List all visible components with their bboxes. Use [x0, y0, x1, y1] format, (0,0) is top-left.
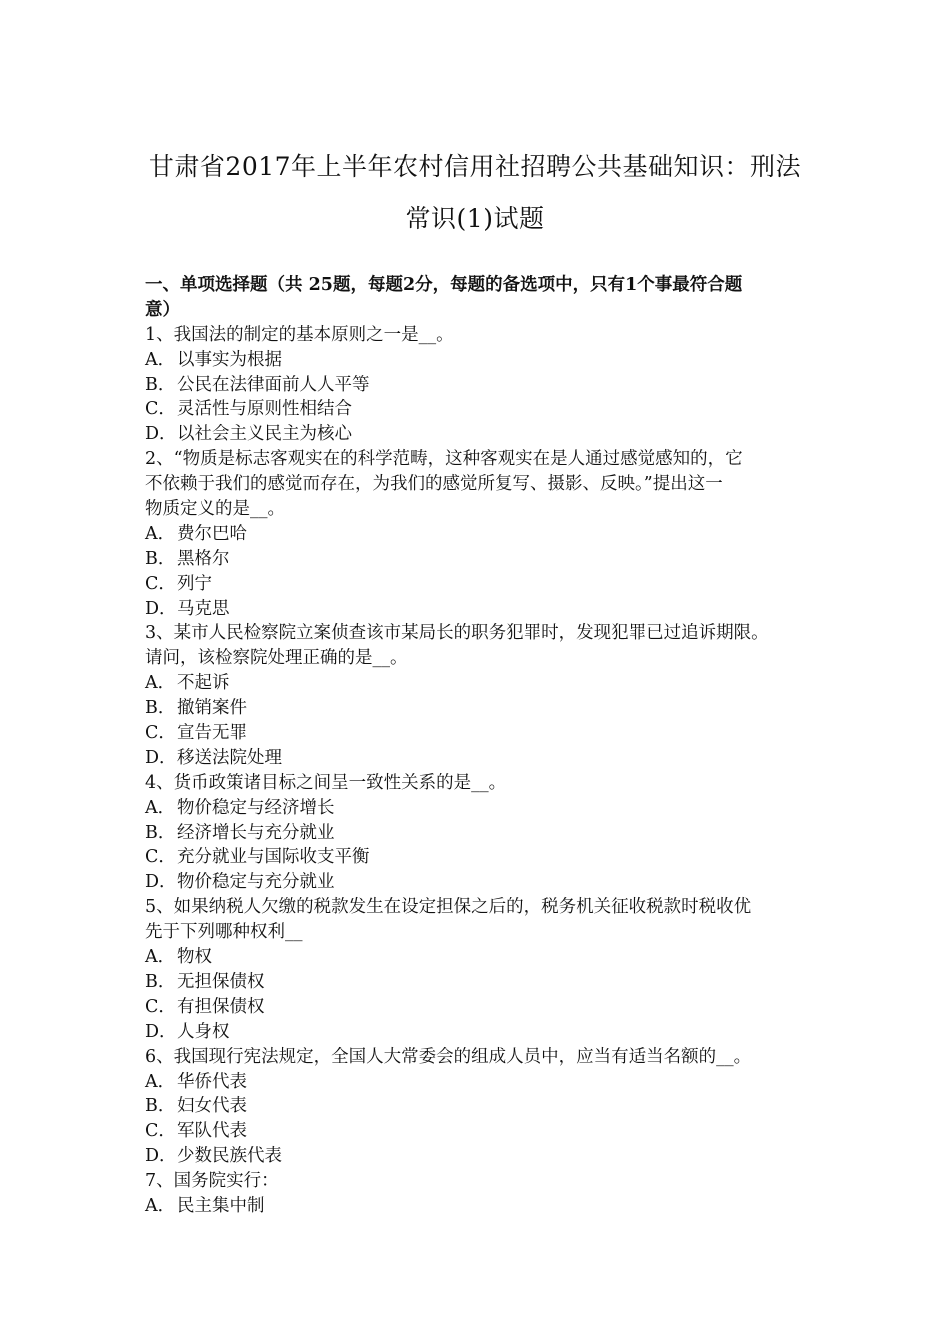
option-letter: B．	[145, 698, 176, 719]
option-letter: A．	[145, 797, 176, 818]
option-b	[145, 821, 825, 846]
option-text: 费尔巴哈	[177, 523, 247, 544]
option-text: 以社会主义民主为核心	[177, 424, 352, 445]
question-stem: 7、国务院实行：	[145, 1171, 279, 1192]
option-c	[145, 845, 825, 870]
option-text: 妇女代表	[177, 1096, 247, 1117]
option-text: 人身权	[177, 1021, 230, 1042]
option-text: 物价稳定与充分就业	[177, 872, 335, 893]
option-text: 经济增长与充分就业	[177, 822, 335, 843]
option-text: 无担保债权	[177, 971, 265, 992]
question-7	[145, 1169, 825, 1219]
option-b	[145, 373, 825, 398]
option-c	[145, 721, 825, 746]
option-letter: A．	[145, 1195, 176, 1216]
question-stem: 物质定义的是__。	[145, 499, 285, 520]
option-letter: A．	[145, 1071, 176, 1092]
option-d	[145, 597, 825, 622]
option-c	[145, 572, 825, 597]
question-stem: 5、如果纳税人欠缴的税款发生在设定担保之后的，税务机关征收税款时税收优	[145, 897, 752, 918]
option-d	[145, 1020, 825, 1045]
option-letter: C．	[145, 573, 176, 594]
option-letter: C．	[145, 996, 176, 1017]
option-letter: A．	[145, 947, 176, 968]
option-letter: D．	[145, 598, 177, 619]
option-letter: D．	[145, 1146, 177, 1167]
option-d	[145, 746, 825, 771]
option-d	[145, 422, 825, 447]
option-letter: C．	[145, 847, 176, 868]
option-a	[145, 522, 825, 547]
option-text: 少数民族代表	[177, 1146, 282, 1167]
option-d	[145, 870, 825, 895]
option-text: 黑格尔	[177, 548, 230, 569]
document-title-line-1: 甘肃省2017年上半年农村信用社招聘公共基础知识：刑法	[148, 152, 802, 181]
question-stem: 4、货币政策诸目标之间呈一致性关系的是__。	[145, 772, 507, 793]
option-a	[145, 1194, 825, 1219]
question-1	[145, 323, 825, 447]
option-letter: B．	[145, 971, 176, 992]
option-text: 以事实为根据	[177, 349, 282, 370]
option-text: 列宁	[177, 573, 212, 594]
option-a	[145, 1070, 825, 1095]
option-letter: B．	[145, 548, 176, 569]
section-header-line-1: 一、单项选择题（共 25题，每题2分，每题的备选项中，只有1个事最符合题	[145, 275, 743, 295]
option-letter: B．	[145, 374, 176, 395]
option-c	[145, 1119, 825, 1144]
option-text: 公民在法律面前人人平等	[177, 374, 370, 395]
option-a	[145, 945, 825, 970]
option-d	[145, 1144, 825, 1169]
option-letter: D．	[145, 872, 177, 893]
option-c	[145, 995, 825, 1020]
option-letter: C．	[145, 1121, 176, 1142]
option-text: 民主集中制	[177, 1195, 265, 1216]
option-text: 不起诉	[177, 673, 230, 694]
option-text: 物价稳定与经济增长	[177, 797, 335, 818]
question-stem: 6、我国现行宪法规定，全国人大常委会的组成人员中，应当有适当名额的__。	[145, 1046, 752, 1067]
question-stem: 请问，该检察院处理正确的是__。	[145, 648, 408, 669]
document-body	[145, 273, 825, 1219]
question-stem: 不依赖于我们的感觉而存在，为我们的感觉所复写、摄影、反映。”提出这一	[145, 474, 723, 495]
question-stem: 1、我国法的制定的基本原则之一是__。	[145, 324, 454, 345]
question-3	[145, 621, 825, 770]
option-letter: C．	[145, 399, 176, 420]
option-letter: A．	[145, 523, 176, 544]
question-stem: 2、“物质是标志客观实在的科学范畴，这种客观实在是人通过感觉感知的，它	[145, 449, 743, 470]
option-b	[145, 696, 825, 721]
option-text: 撤销案件	[177, 698, 247, 719]
question-5	[145, 895, 825, 1044]
option-text: 物权	[177, 947, 212, 968]
document-title-line-2: 常识(1)试题	[405, 204, 545, 233]
option-text: 灵活性与原则性相结合	[177, 399, 352, 420]
option-text: 华侨代表	[177, 1071, 247, 1092]
question-stem: 3、某市人民检察院立案侦查该市某局长的职务犯罪时，发现犯罪已过追诉期限。	[145, 623, 769, 644]
option-text: 军队代表	[177, 1121, 247, 1142]
option-letter: B．	[145, 822, 176, 843]
question-4	[145, 771, 825, 895]
option-letter: A．	[145, 673, 176, 694]
option-a	[145, 348, 825, 373]
option-letter: D．	[145, 1021, 177, 1042]
option-b	[145, 547, 825, 572]
option-a	[145, 796, 825, 821]
question-stem: 先于下列哪种权利__	[145, 922, 303, 943]
option-text: 充分就业与国际收支平衡	[177, 847, 370, 868]
option-text: 宣告无罪	[177, 723, 247, 744]
option-text: 移送法院处理	[177, 747, 282, 768]
option-a	[145, 671, 825, 696]
option-text: 有担保债权	[177, 996, 265, 1017]
question-6	[145, 1045, 825, 1169]
option-letter: D．	[145, 747, 177, 768]
option-letter: C．	[145, 723, 176, 744]
option-text: 马克思	[177, 598, 230, 619]
option-b	[145, 1094, 825, 1119]
option-letter: D．	[145, 424, 177, 445]
section-header-line-2: 意）	[145, 299, 180, 320]
option-b	[145, 970, 825, 995]
question-2	[145, 447, 825, 621]
option-c	[145, 397, 825, 422]
option-letter: B．	[145, 1096, 176, 1117]
option-letter: A．	[145, 349, 176, 370]
